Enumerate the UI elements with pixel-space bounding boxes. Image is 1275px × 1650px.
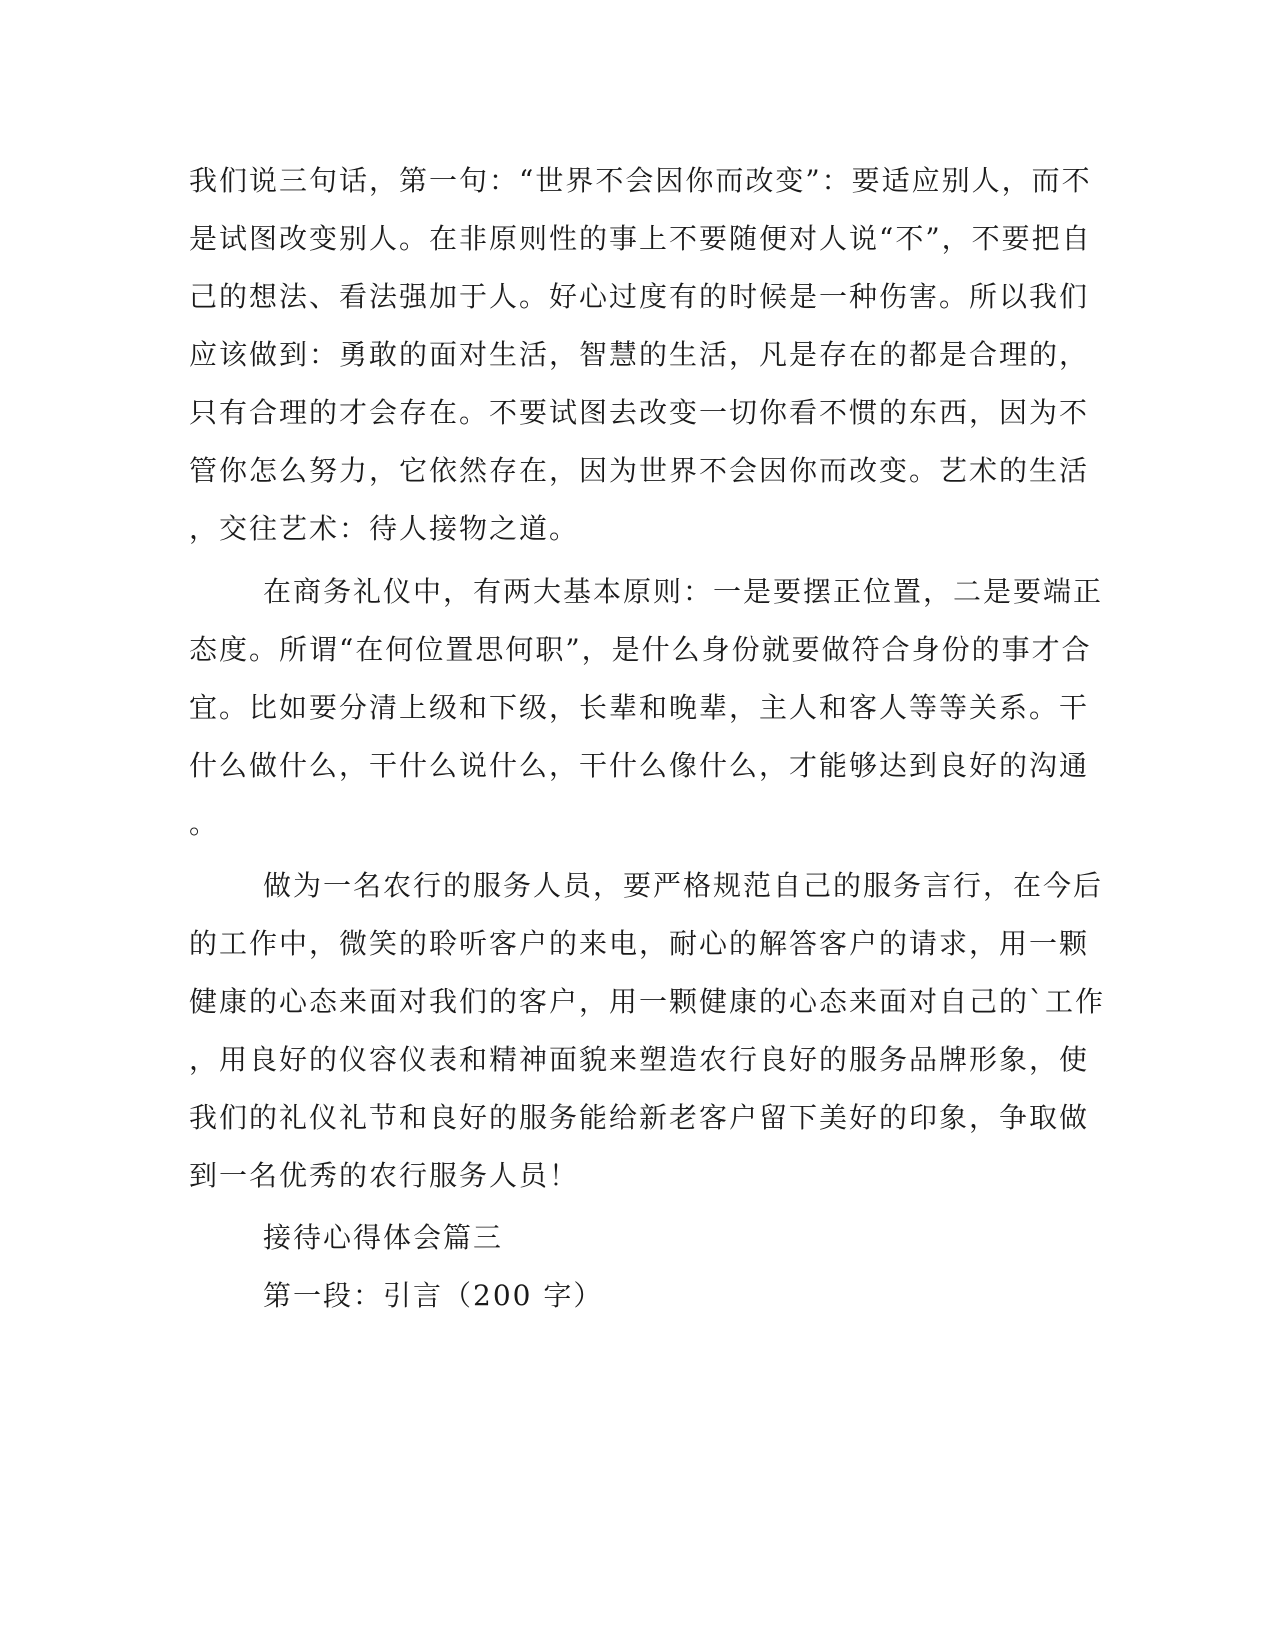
text-line: 在商务礼仪中，有两大基本原则：一是要摆正位置，二是要端正: [263, 575, 1104, 608]
text-line: 的工作中，微笑的聆听客户的来电，耐心的解答客户的请求，用一颗: [189, 927, 1090, 960]
text-line: 是试图改变别人。在非原则性的事上不要随便对人说“不”，不要把自: [189, 222, 1092, 255]
text-line: 管你怎么努力，它依然存在，因为世界不会因你而改变。艺术的生活: [189, 454, 1090, 487]
text-line: ，交往艺术：待人接物之道。: [189, 512, 580, 545]
section-heading: 接待心得体会篇三: [263, 1221, 504, 1254]
text-line: 我们的礼仪礼节和良好的服务能给新老客户留下美好的印象，争取做: [189, 1101, 1090, 1134]
text-line: 态度。所谓“在何位置思何职”，是什么身份就要做符合身份的事才合: [189, 633, 1092, 666]
text-line: 什么做什么，干什么说什么，干什么像什么，才能够达到良好的沟通: [189, 749, 1090, 782]
text-line: 。: [189, 807, 220, 840]
text-line: 只有合理的才会存在。不要试图去改变一切你看不惯的东西，因为不: [189, 396, 1090, 429]
text-line: 我们说三句话，第一句：“世界不会因你而改变”：要适应别人，而不: [189, 164, 1092, 197]
text-line: 健康的心态来面对我们的客户，用一颗健康的心态来面对自己的`工作: [189, 985, 1106, 1018]
text-line: ，用良好的仪容仪表和精神面貌来塑造农行良好的服务品牌形象，使: [189, 1043, 1090, 1076]
subsection-heading: 第一段：引言（200 字）: [263, 1279, 604, 1312]
text-line: 宜。比如要分清上级和下级，长辈和晚辈，主人和客人等等关系。干: [189, 691, 1090, 724]
text-line: 应该做到：勇敢的面对生活，智慧的生活，凡是存在的都是合理的，: [189, 338, 1090, 371]
text-line: 己的想法、看法强加于人。好心过度有的时候是一种伤害。所以我们: [189, 280, 1090, 313]
text-line: 到一名优秀的农行服务人员！: [189, 1159, 580, 1192]
text-line: 做为一名农行的服务人员，要严格规范自己的服务言行，在今后: [263, 869, 1104, 902]
